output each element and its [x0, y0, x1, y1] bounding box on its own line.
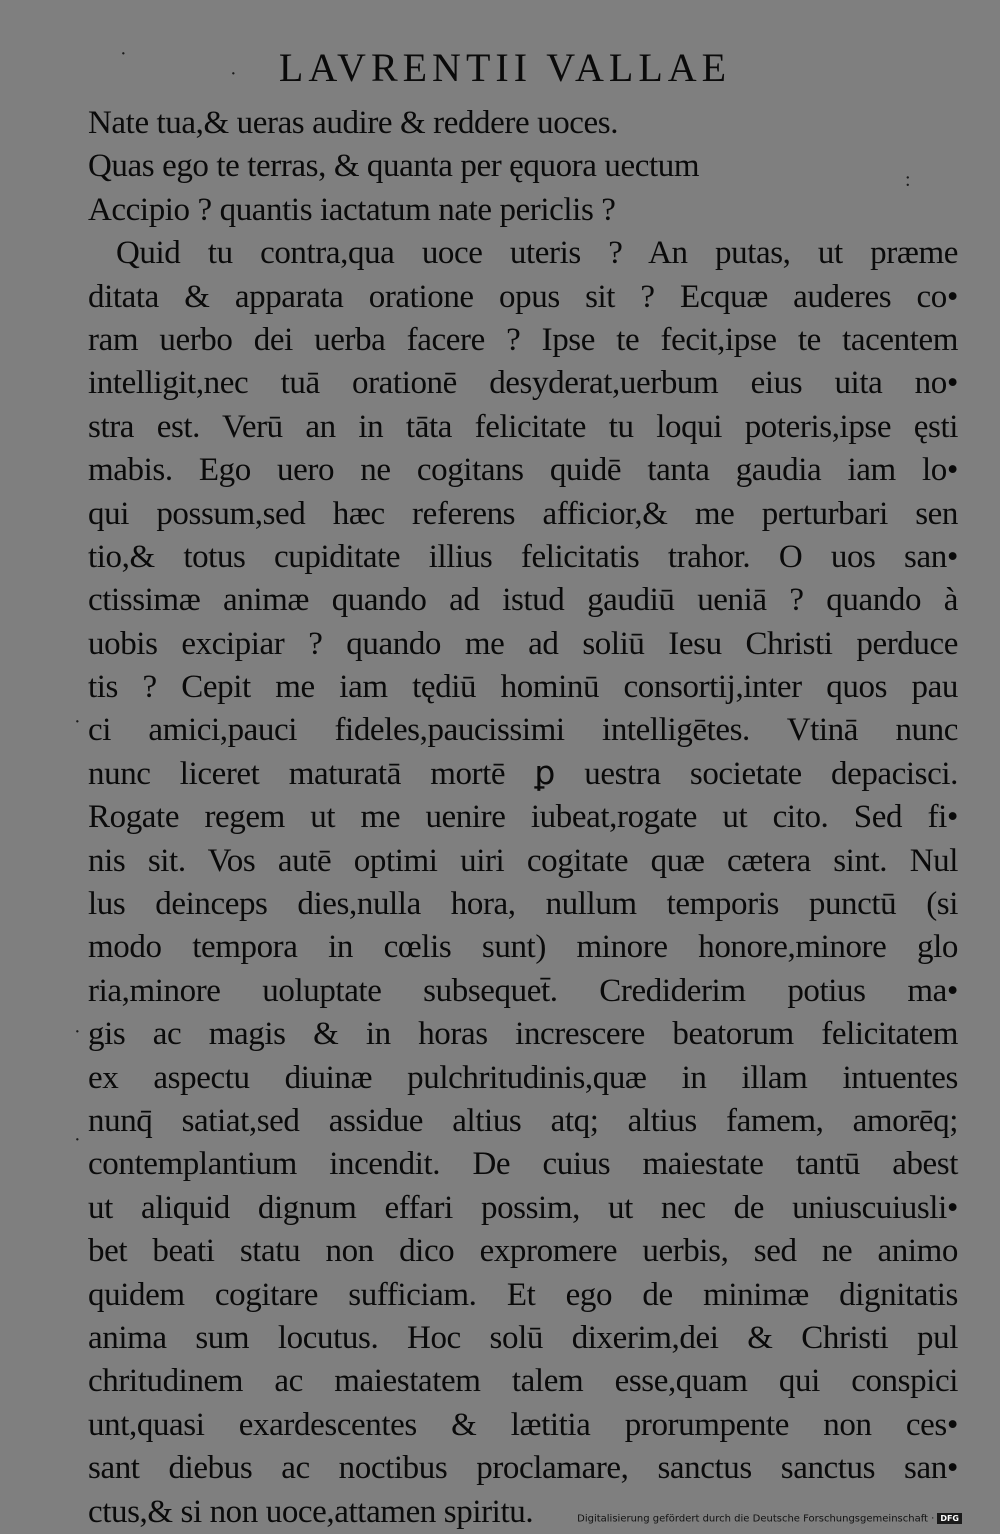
text-line: nunc liceret maturatā mortē ꝑ uestra societate depacisci. — [88, 755, 958, 792]
text-line: Quas ego te terras, & quanta per ęquora uectum — [88, 148, 700, 185]
text-line: modo tempora in cœlis sunt) minore honore,minore glo — [88, 929, 958, 966]
dfg-logo-icon: DFG — [937, 1513, 962, 1524]
text-line: quidem cogitare sufficiam. Et ego de minimæ dignitatis — [88, 1276, 958, 1313]
text-line: unt,quasi exardescentes & lætitia prorumpente non ces• — [88, 1406, 958, 1443]
margin-speck: : — [905, 169, 911, 191]
text-line: chritudinem ac maiestatem talem esse,quam qui conspici — [88, 1363, 958, 1400]
margin-speck: · — [230, 63, 237, 85]
text-line: mabis. Ego uero ne cogitans quidē tanta gaudia iam lo• — [88, 452, 958, 489]
text-line: contemplantium incendit. De cuius maiestate tantū abest — [88, 1146, 958, 1183]
text-line: stra est. Verū an in tāta felicitate tu loqui poteris,ipse ęsti — [88, 408, 958, 445]
text-line: ut aliquid dignum effari possim, ut nec de uniuscuiusli• — [88, 1189, 958, 1226]
text-line: qui possum,sed hæc referens afficior,& me perturbari sen — [88, 495, 958, 532]
digitization-credit — [577, 1513, 962, 1525]
text-line: ex aspectu diuinæ pulchritudinis,quæ in illam intuentes — [88, 1059, 958, 1096]
text-line: sant diebus ac noctibus proclamare, sanctus sanctus san• — [88, 1450, 958, 1487]
credit-text: Digitalisierung gefördert durch die Deutsche Forschungsgemeinschaft · — [577, 1513, 935, 1524]
margin-speck: · — [74, 711, 81, 733]
text-line: ci amici,pauci fideles,paucissimi intelligētes. Vtinā nunc — [88, 712, 958, 749]
text-line: gis ac magis & in horas increscere beatorum felicitatem — [88, 1016, 958, 1053]
text-line: ditata & apparata oratione opus sit ? Ecquæ auderes co• — [88, 278, 958, 315]
text-line: tio,& totus cupiditate illius felicitatis trahor. O uos san• — [88, 538, 958, 575]
text-line: Nate tua,& ueras audire & reddere uoces. — [88, 105, 619, 141]
paragraph-end-line: ctus,& si non uoce,attamen spiritu. — [88, 1493, 534, 1530]
text-line: nunq̄ satiat,sed assidue altius atq; altius famem, amorēq; — [88, 1102, 958, 1139]
paragraph-start-line: Quid tu contra,qua uoce uteris ? An putas, ut præme — [116, 235, 958, 272]
margin-speck: · — [74, 1129, 81, 1151]
running-title-text: LAVRENTII VALLAE — [278, 45, 732, 90]
text-line: nis sit. Vos autē optimi uiri cogitate quæ cætera sint. Nul — [88, 842, 958, 879]
running-title — [0, 45, 1000, 90]
page-body-text — [88, 102, 958, 1534]
text-line: bet beati statu non dico expromere uerbis, sed ne animo — [88, 1233, 958, 1270]
text-line: Rogate regem ut me uenire iubeat,rogate ut cito. Sed fi• — [88, 799, 958, 836]
margin-speck: · — [74, 1021, 81, 1043]
text-line: ctissimæ animæ quando ad istud gaudiū ueniā ? quando à — [88, 582, 958, 619]
text-line: ria,minore uoluptate subsequet̄. Crediderim potius ma• — [88, 972, 958, 1009]
text-line: uobis excipiar ? quando me ad soliū Iesu Christi perduce — [88, 625, 958, 662]
text-line: anima sum locutus. Hoc solū dixerim,dei & Christi pul — [88, 1319, 958, 1356]
text-line: lus deinceps dies,nulla hora, nullum temporis punctū (si — [88, 886, 958, 923]
text-line: ram uerbo dei uerba facere ? Ipse te fecit,ipse te tacentem — [88, 321, 958, 358]
text-line: tis ? Cepit me iam tędiū hominū consortij,inter quos pau — [88, 669, 958, 706]
text-line: Accipio ? quantis iactatum nate periclis ? — [88, 191, 616, 228]
text-line: intelligit,nec tuā orationē desyderat,uerbum eius uita no• — [88, 365, 958, 402]
margin-speck: · — [120, 43, 127, 65]
